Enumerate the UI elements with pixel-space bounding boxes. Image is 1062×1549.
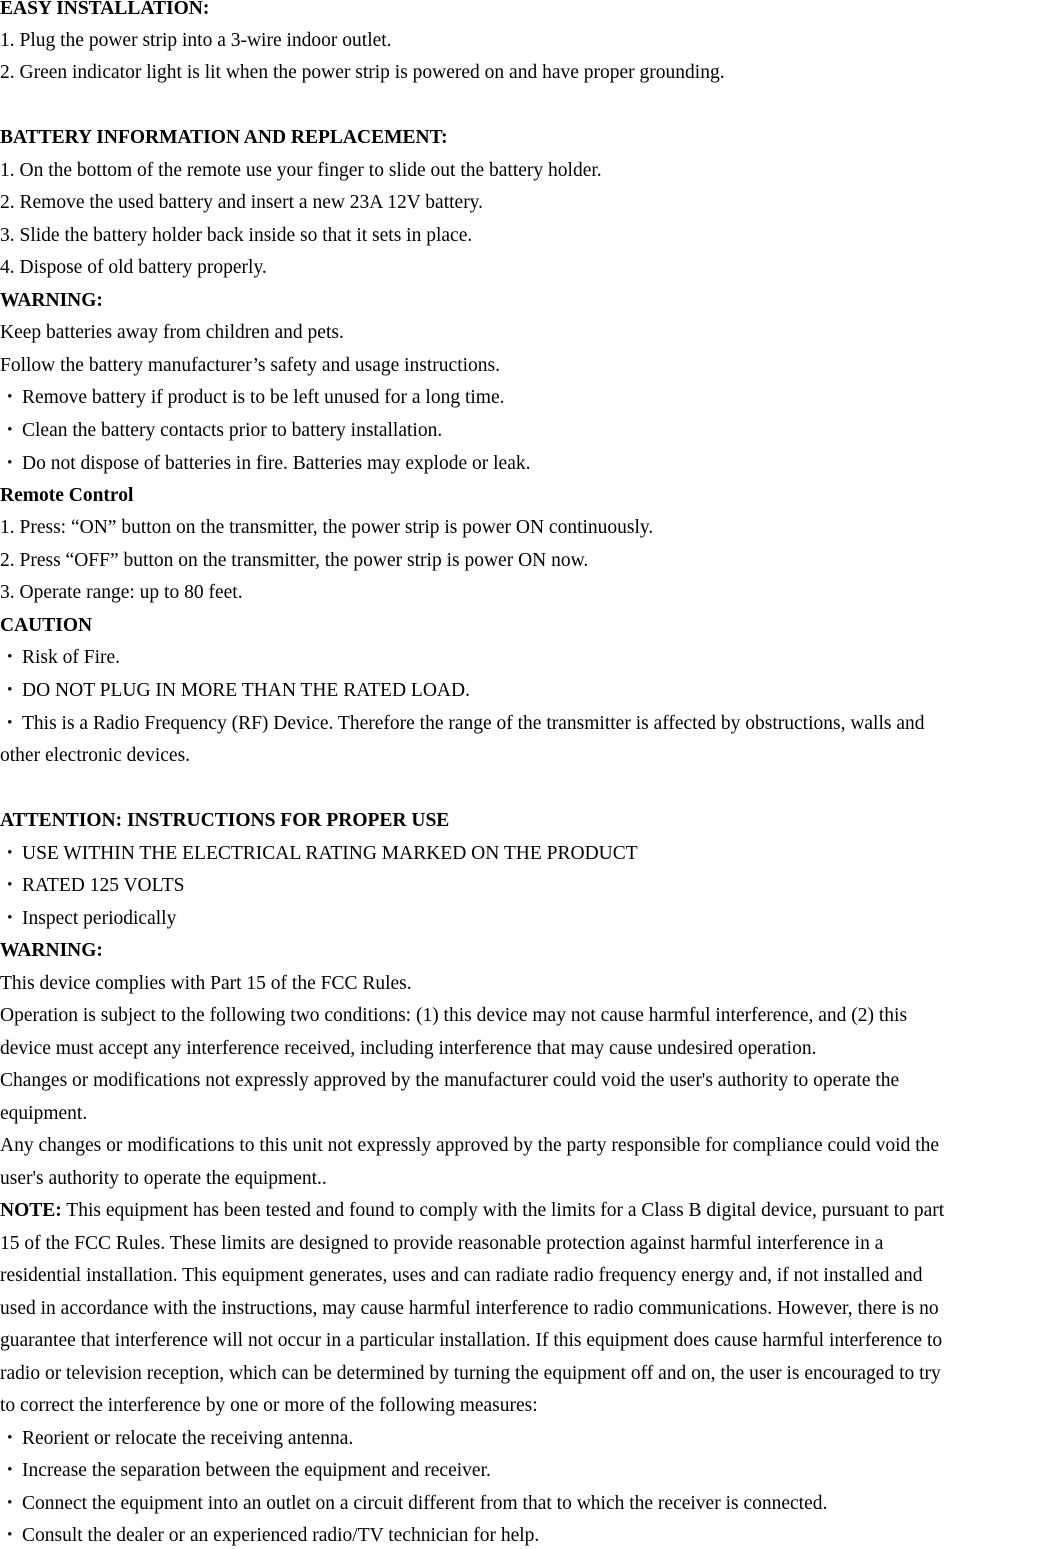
line-text: 1. Plug the power strip into a 3-wire indoor outlet.	[0, 30, 392, 51]
section-heading	[0, 288, 103, 314]
line-text: Inspect periodically	[22, 908, 177, 929]
section-heading	[0, 0, 209, 22]
line-text: Operation is subject to the following two conditions: (1) this device may not cause harmful interference, and (2) this	[0, 1005, 908, 1026]
text-line	[0, 743, 190, 769]
bullet-line	[0, 1458, 491, 1484]
line-text: used in accordance with the instructions, may cause harmful interference to radio communications. However, there is no	[0, 1298, 939, 1319]
note-label: NOTE:	[0, 1200, 62, 1221]
bullet-dot: ・	[0, 1525, 20, 1546]
line-text: 4. Dispose of old battery properly.	[0, 257, 267, 278]
bullet-dot: ・	[0, 680, 20, 701]
bullet-dot: ・	[0, 875, 20, 896]
line-text: RATED 125 VOLTS	[22, 875, 185, 896]
bullet-line	[0, 418, 442, 444]
line-text: 2. Remove the used battery and insert a new 23A 12V battery.	[0, 192, 484, 213]
line-text: Clean the battery contacts prior to battery installation.	[22, 420, 443, 441]
line-text: BATTERY INFORMATION AND REPLACEMENT:	[0, 127, 448, 148]
text-line	[0, 1101, 87, 1127]
text-line	[0, 1133, 1062, 1159]
bullet-line	[0, 711, 1062, 737]
line-text: This equipment has been tested and found to comply with the limits for a Class B digital device, pursuant to part	[61, 1200, 945, 1221]
text-line	[0, 1393, 538, 1419]
bullet-dot: ・	[0, 1460, 20, 1481]
line-text: This device complies with Part 15 of the FCC Rules.	[0, 973, 412, 994]
text-line	[0, 28, 392, 54]
line-text: 2. Green indicator light is lit when the power strip is powered on and have proper grounding.	[0, 62, 725, 83]
bullet-dot: ・	[0, 647, 20, 668]
text-line	[0, 515, 653, 541]
line-text: Risk of Fire.	[22, 647, 121, 668]
line-text: EASY INSTALLATION:	[0, 0, 210, 19]
line-text: guarantee that interference will not occur in a particular installation. If this equipment does cause harmful interference to	[0, 1330, 943, 1351]
text-line	[0, 1296, 1062, 1322]
line-text: equipment.	[0, 1103, 88, 1124]
section-heading	[0, 483, 133, 509]
text-line	[0, 1198, 1062, 1224]
line-text: Remote Control	[0, 485, 134, 506]
bullet-dot: ・	[0, 843, 20, 864]
text-line	[0, 158, 602, 184]
line-text: 1. On the bottom of the remote use your finger to slide out the battery holder.	[0, 160, 602, 181]
bullet-dot: ・	[0, 420, 20, 441]
text-line	[0, 353, 500, 379]
section-heading	[0, 125, 448, 151]
bullet-line	[0, 906, 176, 932]
text-line	[0, 1263, 1062, 1289]
text-line	[0, 1003, 1062, 1029]
bullet-line	[0, 841, 638, 867]
line-text: WARNING:	[0, 940, 103, 961]
text-line	[0, 971, 412, 997]
bullet-dot: ・	[0, 1428, 20, 1449]
bullet-line	[0, 645, 120, 671]
line-text: user's authority to operate the equipment..	[0, 1168, 327, 1189]
bullet-dot: ・	[0, 387, 20, 408]
text-line	[0, 190, 483, 216]
bullet-line	[0, 678, 470, 704]
line-text: WARNING:	[0, 290, 103, 311]
line-text: device must accept any interference received, including interference that may cause undesired operation.	[0, 1038, 817, 1059]
line-text: CAUTION	[0, 615, 93, 636]
section-heading	[0, 613, 92, 639]
line-text: radio or television reception, which can be determined by turning the equipment off and on, the user is encouraged to try	[0, 1363, 941, 1384]
text-line	[0, 223, 472, 249]
text-line	[0, 320, 344, 346]
text-line	[0, 1068, 1062, 1094]
text-line	[0, 1166, 327, 1192]
line-text: Do not dispose of batteries in fire. Batteries may explode or leak.	[22, 453, 531, 474]
line-text: Any changes or modifications to this unit not expressly approved by the party responsible for compliance could void the	[0, 1135, 940, 1156]
line-text: Keep batteries away from children and pets.	[0, 322, 344, 343]
line-text: Consult the dealer or an experienced radio/TV technician for help.	[22, 1525, 540, 1546]
line-text: other electronic devices.	[0, 745, 191, 766]
text-line	[0, 1231, 1062, 1257]
section-heading	[0, 808, 449, 834]
line-text: 2. Press “OFF” button on the transmitter, the power strip is power ON now.	[0, 550, 589, 571]
bullet-line	[0, 1491, 827, 1517]
bullet-line	[0, 451, 530, 477]
line-text: residential installation. This equipment generates, uses and can radiate radio frequency energy and, if not installed and	[0, 1265, 923, 1286]
line-text: This is a Radio Frequency (RF) Device. Therefore the range of the transmitter is affected by obstructions, walls and	[22, 713, 925, 734]
line-text: Reorient or relocate the receiving antenna.	[22, 1428, 354, 1449]
line-text: Changes or modifications not expressly approved by the manufacturer could void the user's authority to operate the	[0, 1070, 900, 1091]
line-text: 3. Operate range: up to 80 feet.	[0, 582, 243, 603]
line-text: to correct the interference by one or more of the following measures:	[0, 1395, 538, 1416]
line-text: DO NOT PLUG IN MORE THAN THE RATED LOAD.	[22, 680, 470, 701]
line-text: 15 of the FCC Rules. These limits are designed to provide reasonable protection against harmful interference in a	[0, 1233, 884, 1254]
bullet-line	[0, 873, 185, 899]
text-line	[0, 255, 267, 281]
text-line	[0, 1328, 1062, 1354]
text-line	[0, 1036, 816, 1062]
line-text: 3. Slide the battery holder back inside so that it sets in place.	[0, 225, 473, 246]
bullet-dot: ・	[0, 908, 20, 929]
bullet-dot: ・	[0, 1493, 20, 1514]
line-text: ATTENTION: INSTRUCTIONS FOR PROPER USE	[0, 810, 450, 831]
line-text: Follow the battery manufacturer’s safety and usage instructions.	[0, 355, 501, 376]
text-line	[0, 1361, 1062, 1387]
line-text: 1. Press: “ON” button on the transmitter, the power strip is power ON continuously.	[0, 517, 654, 538]
line-text: Connect the equipment into an outlet on a circuit different from that to which the receiver is connected.	[22, 1493, 828, 1514]
bullet-line	[0, 385, 505, 411]
bullet-dot: ・	[0, 713, 20, 734]
bullet-dot: ・	[0, 453, 20, 474]
text-line	[0, 580, 243, 606]
bullet-line	[0, 1426, 353, 1452]
line-text: Remove battery if product is to be left unused for a long time.	[22, 387, 505, 408]
line-text: USE WITHIN THE ELECTRICAL RATING MARKED ON THE PRODUCT	[22, 843, 638, 864]
line-text: Increase the separation between the equipment and receiver.	[22, 1460, 491, 1481]
section-heading	[0, 938, 103, 964]
bullet-line	[0, 1523, 539, 1549]
text-line	[0, 60, 725, 86]
text-line	[0, 548, 588, 574]
